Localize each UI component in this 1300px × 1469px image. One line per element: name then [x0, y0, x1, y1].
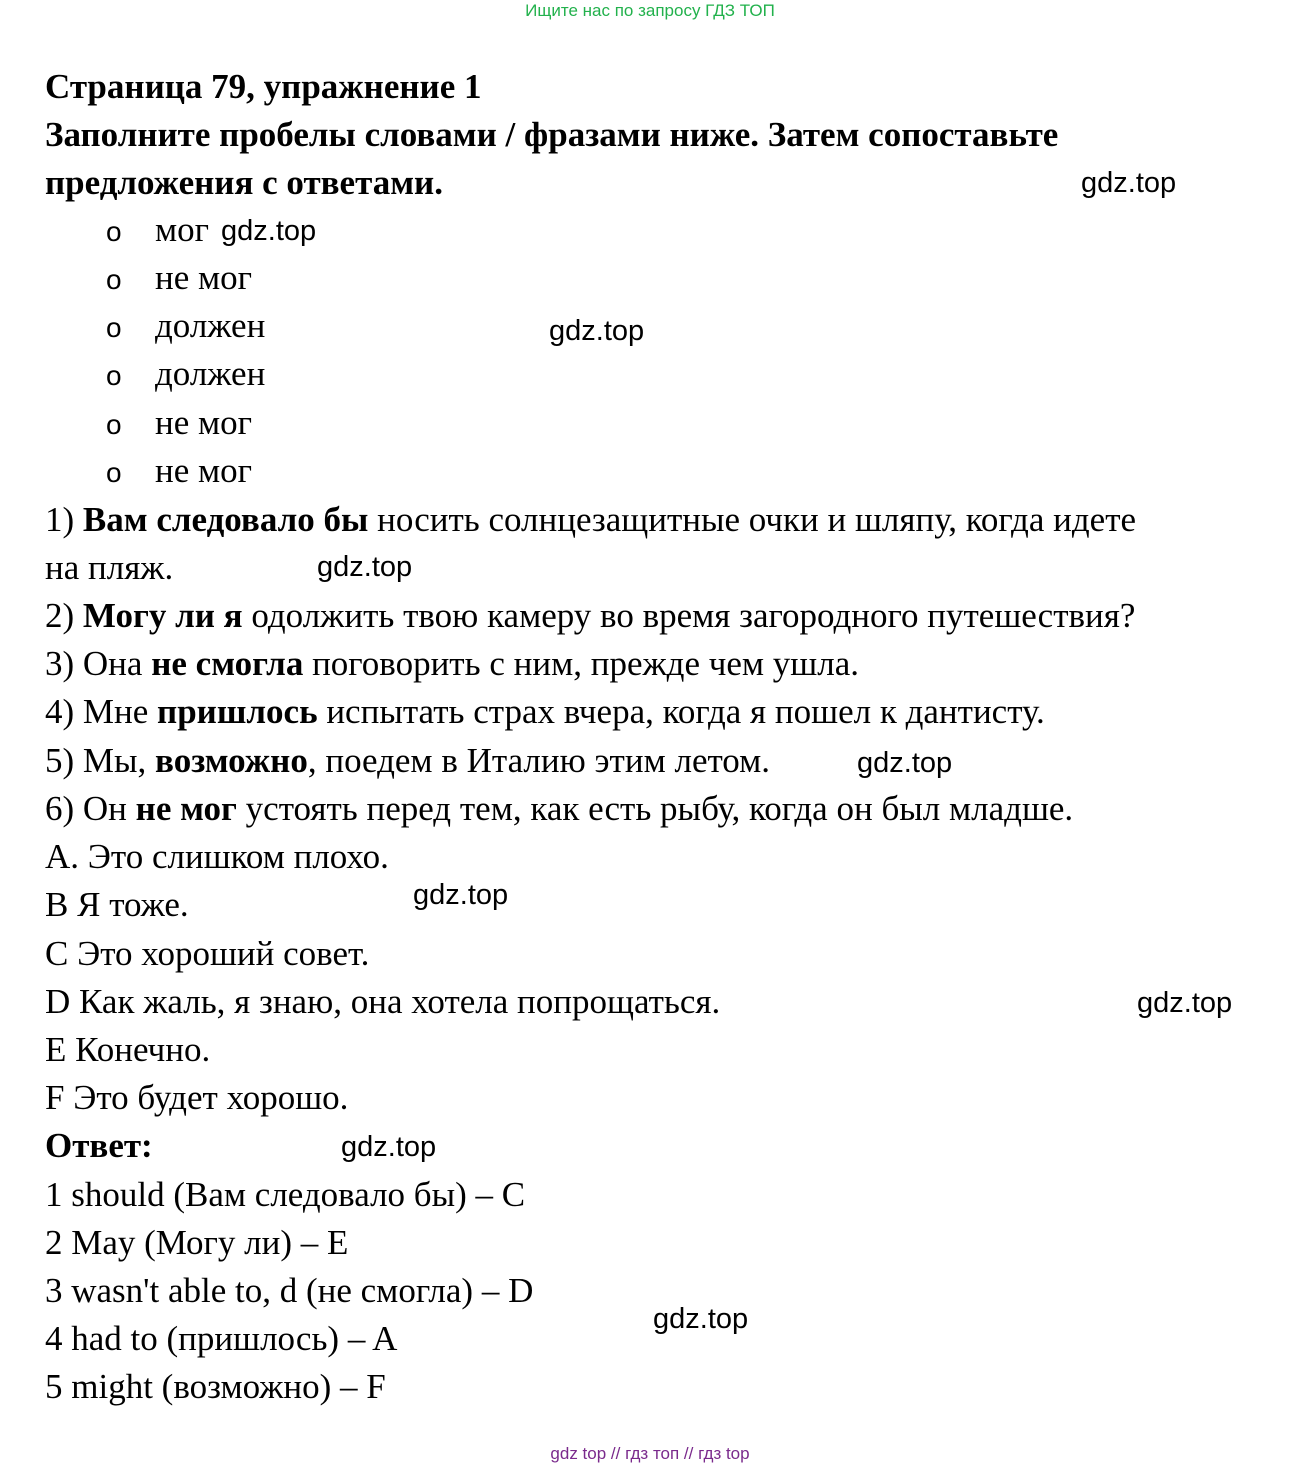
sentence-rest: устоять перед тем, как есть рыбу, когда он был младше.: [236, 789, 1074, 828]
option-item: должен: [155, 354, 266, 393]
option-item: не мог: [155, 258, 253, 297]
response-d: D Как жаль, я знаю, она хотела попрощаться.: [45, 982, 721, 1021]
page-title: Страница 79, упражнение 1: [45, 67, 482, 106]
sentence-number: 2): [45, 596, 83, 635]
option-item: не мог: [155, 403, 253, 442]
sentence-rest: испытать страх вчера, когда я пошел к дантисту.: [317, 692, 1045, 731]
watermark: gdz.top: [1137, 987, 1233, 1019]
response-a: A. Это слишком плохо.: [45, 837, 389, 876]
sentence-prefix: 6) Он: [45, 789, 136, 828]
bullet-icon: o: [106, 457, 122, 488]
bullet-icon: o: [106, 216, 122, 247]
sentence-4: [45, 692, 1045, 732]
bullet-icon: o: [106, 264, 122, 295]
watermark: gdz.top: [341, 1131, 437, 1163]
response-b: B Я тоже.: [45, 885, 189, 924]
answer-5: 5 might (возможно) – F: [45, 1367, 386, 1406]
sentence-prefix: 3) Она: [45, 644, 152, 683]
answer-2: 2 May (Могу ли) – E: [45, 1223, 349, 1262]
option-item: не мог: [155, 451, 253, 490]
sentence-1: [45, 500, 1136, 540]
sentence-rest: , поедем в Италию этим летом.: [307, 741, 771, 780]
answer-1: 1 should (Вам следовало бы) – C: [45, 1175, 526, 1214]
sentence-bold: пришлось: [157, 692, 318, 731]
bullet-icon: o: [106, 312, 122, 343]
sentence-prefix: 4) Мне: [45, 692, 158, 731]
option-item: мог: [155, 210, 210, 249]
sentence-bold: не мог: [135, 789, 237, 828]
sentence-bold: Вам следовало бы: [82, 500, 369, 539]
sentence-3: [45, 644, 859, 684]
watermark: gdz.top: [221, 215, 317, 247]
watermark: gdz.top: [317, 551, 413, 583]
watermark: gdz.top: [549, 315, 645, 347]
sentence-5: [45, 741, 770, 781]
sentence-prefix: 5) Мы,: [45, 741, 156, 780]
sentence-2: [45, 596, 1135, 636]
sentence-rest: поговорить с ним, прежде чем ушла.: [303, 644, 859, 683]
top-banner: Ищите нас по запросу ГДЗ ТОП: [525, 1, 775, 20]
sentence-rest: одолжить твою камеру во время загородного путешествия?: [242, 596, 1136, 635]
sentence-rest: носить солнцезащитные очки и шляпу, когда идете: [368, 500, 1137, 539]
bottom-banner: gdz top // гдз топ // гдз top: [550, 1444, 750, 1463]
instruction-line-1: Заполните пробелы словами / фразами ниже. Затем сопоставьте: [45, 115, 1059, 154]
sentence-number: 1): [45, 500, 83, 539]
instruction-line-2: предложения с ответами.: [45, 163, 443, 202]
sentence-bold: Могу ли я: [82, 596, 243, 635]
sentence-bold: возможно: [155, 741, 308, 780]
bullet-icon: o: [106, 360, 122, 391]
watermark: gdz.top: [857, 747, 953, 779]
sentence-6: [45, 789, 1073, 829]
response-f: F Это будет хорошо.: [45, 1078, 349, 1117]
sentence-bold: не смогла: [151, 644, 304, 683]
option-item: должен: [155, 306, 266, 345]
answer-4: 4 had to (пришлось) – A: [45, 1319, 398, 1358]
answer-label: Ответ:: [45, 1126, 153, 1165]
sentence-1-continuation: на пляж.: [45, 548, 174, 587]
watermark: gdz.top: [1081, 167, 1177, 199]
watermark: gdz.top: [413, 879, 509, 911]
bullet-icon: o: [106, 409, 122, 440]
response-e: E Конечно.: [45, 1030, 211, 1069]
response-c: C Это хороший совет.: [45, 934, 370, 973]
answer-3: 3 wasn't able to, d (не смогла) – D: [45, 1271, 534, 1310]
watermark: gdz.top: [653, 1303, 749, 1335]
